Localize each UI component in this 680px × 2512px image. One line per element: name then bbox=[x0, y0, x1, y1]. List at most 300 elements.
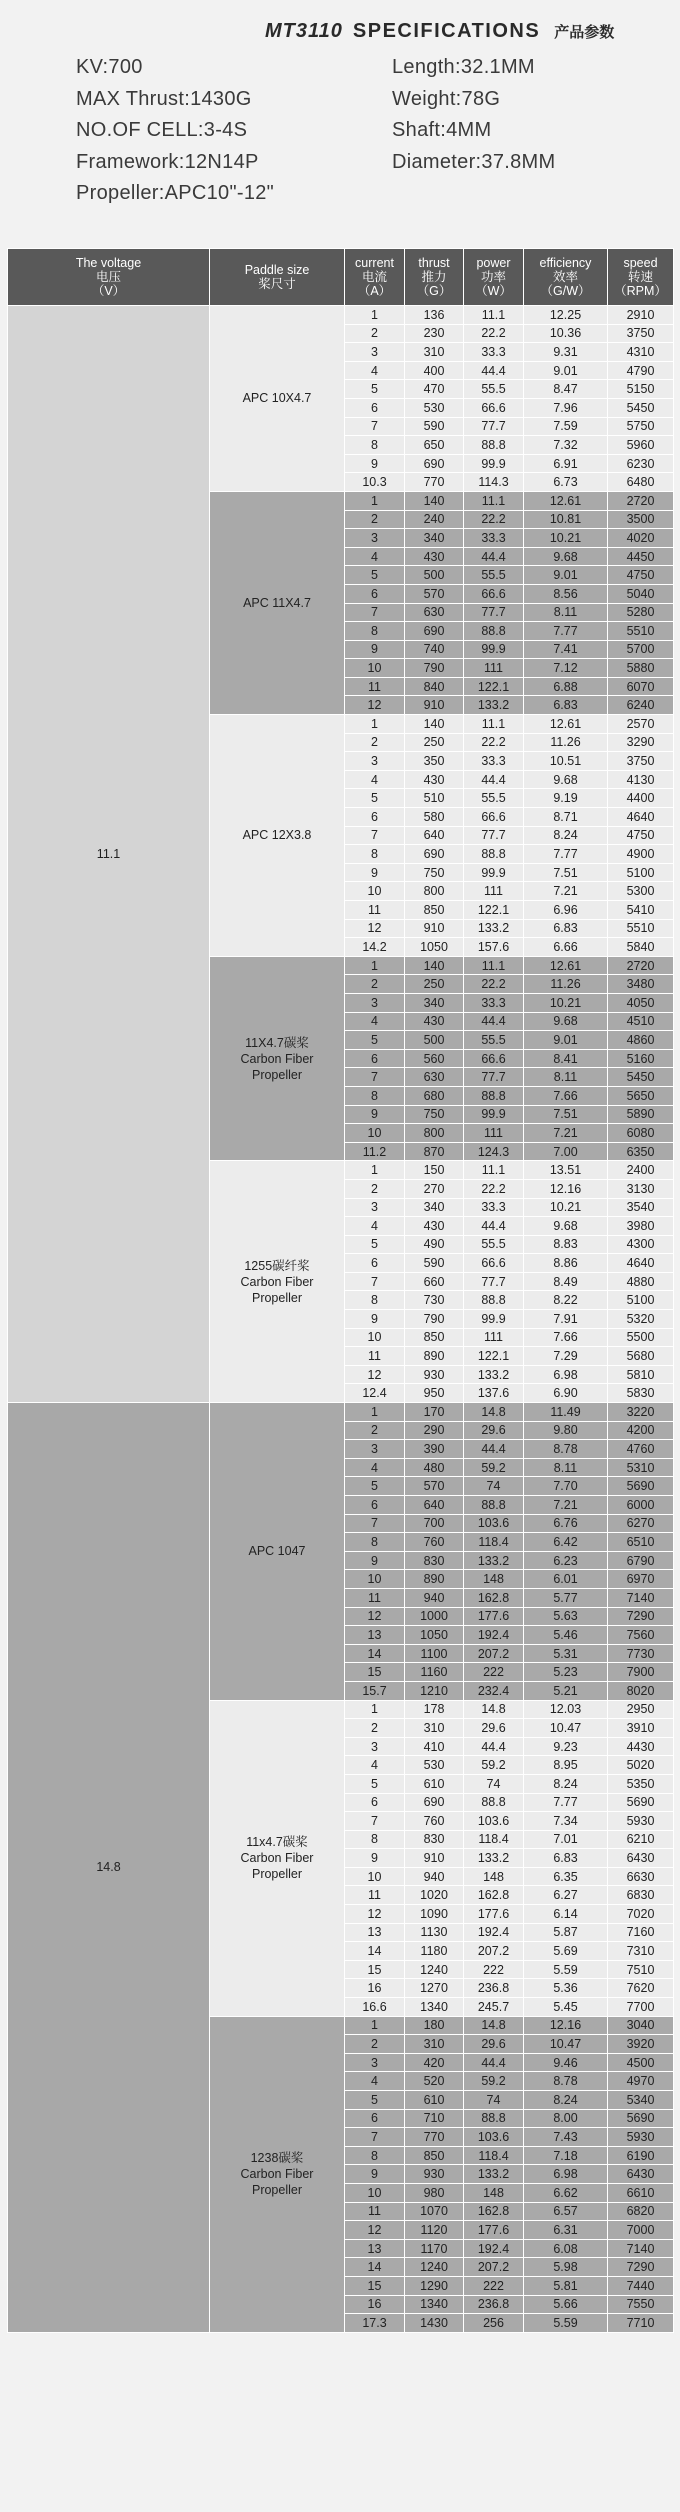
power-cell: 44.4 bbox=[464, 1440, 524, 1459]
current-cell: 4 bbox=[345, 1458, 405, 1477]
efficiency-cell: 8.56 bbox=[524, 584, 608, 603]
current-cell: 5 bbox=[345, 789, 405, 808]
thrust-cell: 640 bbox=[405, 1496, 464, 1515]
current-cell: 5 bbox=[345, 1477, 405, 1496]
spec-label: Diameter: bbox=[392, 150, 482, 173]
current-cell: 6 bbox=[345, 1254, 405, 1273]
thrust-cell: 870 bbox=[405, 1142, 464, 1161]
column-header-cn: 推力 bbox=[421, 270, 447, 284]
column-header bbox=[210, 249, 345, 306]
efficiency-cell: 7.66 bbox=[524, 1328, 608, 1347]
thrust-cell: 750 bbox=[405, 863, 464, 882]
efficiency-cell: 12.03 bbox=[524, 1700, 608, 1719]
speed-cell: 5890 bbox=[608, 1105, 674, 1124]
thrust-cell: 340 bbox=[405, 529, 464, 548]
column-header-unit: （G/W） bbox=[540, 284, 591, 298]
current-cell: 7 bbox=[345, 1514, 405, 1533]
power-cell: 33.3 bbox=[464, 993, 524, 1012]
spec-item bbox=[76, 84, 392, 116]
speed-cell: 4640 bbox=[608, 808, 674, 827]
current-cell: 8 bbox=[345, 436, 405, 455]
power-cell: 111 bbox=[464, 882, 524, 901]
efficiency-cell: 9.23 bbox=[524, 1737, 608, 1756]
efficiency-cell: 6.98 bbox=[524, 2165, 608, 2184]
column-header-en: speed bbox=[623, 256, 658, 270]
current-cell: 7 bbox=[345, 603, 405, 622]
current-cell: 6 bbox=[345, 584, 405, 603]
power-cell: 118.4 bbox=[464, 1533, 524, 1552]
current-cell: 1 bbox=[345, 715, 405, 734]
power-cell: 103.6 bbox=[464, 1514, 524, 1533]
current-cell: 14 bbox=[345, 2258, 405, 2277]
thrust-cell: 700 bbox=[405, 1514, 464, 1533]
speed-cell: 3040 bbox=[608, 2016, 674, 2035]
header-title bbox=[265, 18, 680, 44]
efficiency-cell: 8.24 bbox=[524, 1774, 608, 1793]
power-cell: 77.7 bbox=[464, 826, 524, 845]
thrust-cell: 770 bbox=[405, 2128, 464, 2147]
power-cell: 44.4 bbox=[464, 1012, 524, 1031]
current-cell: 4 bbox=[345, 547, 405, 566]
speed-cell: 5700 bbox=[608, 640, 674, 659]
current-cell: 4 bbox=[345, 1756, 405, 1775]
thrust-cell: 630 bbox=[405, 1068, 464, 1087]
current-cell: 13 bbox=[345, 2239, 405, 2258]
spec-list bbox=[76, 52, 666, 210]
current-cell: 10.3 bbox=[345, 473, 405, 492]
speed-cell: 7140 bbox=[608, 2239, 674, 2258]
power-cell: 11.1 bbox=[464, 715, 524, 734]
efficiency-cell: 6.62 bbox=[524, 2183, 608, 2202]
thrust-cell: 1290 bbox=[405, 2276, 464, 2295]
speed-cell: 6350 bbox=[608, 1142, 674, 1161]
current-cell: 10 bbox=[345, 1328, 405, 1347]
efficiency-cell: 8.00 bbox=[524, 2109, 608, 2128]
efficiency-cell: 5.59 bbox=[524, 2314, 608, 2333]
thrust-cell: 140 bbox=[405, 491, 464, 510]
propeller-cell: APC 11X4.7 bbox=[210, 491, 345, 714]
power-cell: 99.9 bbox=[464, 640, 524, 659]
speed-cell: 2950 bbox=[608, 1700, 674, 1719]
current-cell: 16 bbox=[345, 1979, 405, 1998]
current-cell: 8 bbox=[345, 845, 405, 864]
current-cell: 3 bbox=[345, 343, 405, 362]
column-header bbox=[405, 249, 464, 306]
efficiency-cell: 8.24 bbox=[524, 826, 608, 845]
efficiency-cell: 7.18 bbox=[524, 2146, 608, 2165]
speed-cell: 4860 bbox=[608, 1031, 674, 1050]
current-cell: 2 bbox=[345, 975, 405, 994]
current-cell: 6 bbox=[345, 398, 405, 417]
thrust-cell: 940 bbox=[405, 1867, 464, 1886]
thrust-cell: 610 bbox=[405, 2091, 464, 2110]
speed-cell: 3750 bbox=[608, 324, 674, 343]
efficiency-cell: 7.21 bbox=[524, 882, 608, 901]
speed-cell: 7440 bbox=[608, 2276, 674, 2295]
current-cell: 5 bbox=[345, 566, 405, 585]
power-cell: 44.4 bbox=[464, 1737, 524, 1756]
power-cell: 122.1 bbox=[464, 901, 524, 920]
current-cell: 14.2 bbox=[345, 938, 405, 957]
efficiency-cell: 9.46 bbox=[524, 2053, 608, 2072]
current-cell: 12 bbox=[345, 696, 405, 715]
efficiency-cell: 7.66 bbox=[524, 1086, 608, 1105]
speed-cell: 6070 bbox=[608, 677, 674, 696]
current-cell: 12 bbox=[345, 1365, 405, 1384]
current-cell: 5 bbox=[345, 2091, 405, 2110]
power-cell: 148 bbox=[464, 2183, 524, 2202]
efficiency-cell: 9.80 bbox=[524, 1421, 608, 1440]
power-cell: 99.9 bbox=[464, 1105, 524, 1124]
power-cell: 29.6 bbox=[464, 1719, 524, 1738]
speed-cell: 6510 bbox=[608, 1533, 674, 1552]
current-cell: 12.4 bbox=[345, 1384, 405, 1403]
column-header-unit: （RPM） bbox=[614, 284, 667, 298]
current-cell: 3 bbox=[345, 1440, 405, 1459]
speed-cell: 5880 bbox=[608, 659, 674, 678]
thrust-cell: 570 bbox=[405, 584, 464, 603]
spec-label: Shaft: bbox=[392, 119, 447, 141]
current-cell: 13 bbox=[345, 1626, 405, 1645]
current-cell: 9 bbox=[345, 454, 405, 473]
efficiency-cell: 6.88 bbox=[524, 677, 608, 696]
speed-cell: 3910 bbox=[608, 1719, 674, 1738]
spec-value: 3-4S bbox=[203, 119, 248, 141]
thrust-cell: 950 bbox=[405, 1384, 464, 1403]
speed-cell: 4050 bbox=[608, 993, 674, 1012]
power-cell: 245.7 bbox=[464, 1998, 524, 2017]
speed-cell: 6630 bbox=[608, 1867, 674, 1886]
current-cell: 4 bbox=[345, 2072, 405, 2091]
table-header bbox=[8, 249, 674, 306]
thrust-cell: 1170 bbox=[405, 2239, 464, 2258]
power-cell: 55.5 bbox=[464, 1031, 524, 1050]
column-header bbox=[464, 249, 524, 306]
thrust-cell: 1340 bbox=[405, 2295, 464, 2314]
speed-cell: 5680 bbox=[608, 1347, 674, 1366]
efficiency-cell: 9.01 bbox=[524, 1031, 608, 1050]
thrust-cell: 790 bbox=[405, 659, 464, 678]
efficiency-cell: 5.36 bbox=[524, 1979, 608, 1998]
speed-cell: 5350 bbox=[608, 1774, 674, 1793]
speed-cell: 2720 bbox=[608, 491, 674, 510]
table-body bbox=[8, 306, 674, 2333]
speed-cell: 2720 bbox=[608, 956, 674, 975]
speed-cell: 5040 bbox=[608, 584, 674, 603]
efficiency-cell: 12.16 bbox=[524, 2016, 608, 2035]
thrust-cell: 760 bbox=[405, 1812, 464, 1831]
speed-cell: 7710 bbox=[608, 2314, 674, 2333]
speed-cell: 6820 bbox=[608, 2202, 674, 2221]
current-cell: 9 bbox=[345, 1310, 405, 1329]
thrust-cell: 690 bbox=[405, 454, 464, 473]
spec-label: Propeller: bbox=[76, 182, 165, 204]
power-cell: 122.1 bbox=[464, 1347, 524, 1366]
speed-cell: 4750 bbox=[608, 826, 674, 845]
speed-cell: 5690 bbox=[608, 1477, 674, 1496]
thrust-cell: 640 bbox=[405, 826, 464, 845]
power-cell: 22.2 bbox=[464, 975, 524, 994]
power-cell: 207.2 bbox=[464, 2258, 524, 2277]
current-cell: 17.3 bbox=[345, 2314, 405, 2333]
speed-cell: 5930 bbox=[608, 2128, 674, 2147]
current-cell: 6 bbox=[345, 1049, 405, 1068]
current-cell: 7 bbox=[345, 1812, 405, 1831]
power-cell: 88.8 bbox=[464, 1793, 524, 1812]
thrust-cell: 480 bbox=[405, 1458, 464, 1477]
current-cell: 4 bbox=[345, 361, 405, 380]
power-cell: 236.8 bbox=[464, 1979, 524, 1998]
efficiency-cell: 7.29 bbox=[524, 1347, 608, 1366]
speed-cell: 5020 bbox=[608, 1756, 674, 1775]
speed-cell: 4400 bbox=[608, 789, 674, 808]
current-cell: 10 bbox=[345, 1867, 405, 1886]
efficiency-cell: 5.46 bbox=[524, 1626, 608, 1645]
efficiency-cell: 6.83 bbox=[524, 919, 608, 938]
power-cell: 99.9 bbox=[464, 454, 524, 473]
power-cell: 133.2 bbox=[464, 919, 524, 938]
current-cell: 4 bbox=[345, 1012, 405, 1031]
speed-cell: 4450 bbox=[608, 547, 674, 566]
current-cell: 12 bbox=[345, 1905, 405, 1924]
spec-value: 700 bbox=[108, 56, 143, 78]
speed-cell: 4510 bbox=[608, 1012, 674, 1031]
efficiency-cell: 5.77 bbox=[524, 1588, 608, 1607]
current-cell: 9 bbox=[345, 1849, 405, 1868]
current-cell: 7 bbox=[345, 417, 405, 436]
power-cell: 55.5 bbox=[464, 789, 524, 808]
speed-cell: 5960 bbox=[608, 436, 674, 455]
thrust-cell: 1240 bbox=[405, 2258, 464, 2277]
spec-label: Framework: bbox=[76, 150, 185, 173]
thrust-cell: 140 bbox=[405, 956, 464, 975]
power-cell: 22.2 bbox=[464, 1179, 524, 1198]
efficiency-cell: 12.61 bbox=[524, 491, 608, 510]
speed-cell: 6430 bbox=[608, 2165, 674, 2184]
efficiency-cell: 10.51 bbox=[524, 752, 608, 771]
efficiency-cell: 8.86 bbox=[524, 1254, 608, 1273]
speed-cell: 4200 bbox=[608, 1421, 674, 1440]
efficiency-cell: 6.23 bbox=[524, 1551, 608, 1570]
efficiency-cell: 6.57 bbox=[524, 2202, 608, 2221]
efficiency-cell: 11.26 bbox=[524, 733, 608, 752]
current-cell: 11 bbox=[345, 1347, 405, 1366]
speed-cell: 5300 bbox=[608, 882, 674, 901]
efficiency-cell: 8.95 bbox=[524, 1756, 608, 1775]
efficiency-cell: 7.21 bbox=[524, 1124, 608, 1143]
efficiency-cell: 12.16 bbox=[524, 1179, 608, 1198]
efficiency-cell: 6.76 bbox=[524, 1514, 608, 1533]
thrust-cell: 850 bbox=[405, 1328, 464, 1347]
current-cell: 1 bbox=[345, 306, 405, 325]
speed-cell: 5830 bbox=[608, 1384, 674, 1403]
speed-cell: 6240 bbox=[608, 696, 674, 715]
efficiency-cell: 5.81 bbox=[524, 2276, 608, 2295]
current-cell: 12 bbox=[345, 1607, 405, 1626]
model-name: MT3110 bbox=[265, 19, 343, 42]
spec-value: 32.1MM bbox=[460, 56, 535, 78]
power-cell: 55.5 bbox=[464, 566, 524, 585]
speed-cell: 7700 bbox=[608, 1998, 674, 2017]
speed-cell: 5340 bbox=[608, 2091, 674, 2110]
efficiency-cell: 5.45 bbox=[524, 1998, 608, 2017]
speed-cell: 3130 bbox=[608, 1179, 674, 1198]
thrust-cell: 530 bbox=[405, 398, 464, 417]
efficiency-cell: 7.41 bbox=[524, 640, 608, 659]
current-cell: 14 bbox=[345, 1644, 405, 1663]
speed-cell: 3540 bbox=[608, 1198, 674, 1217]
power-cell: 77.7 bbox=[464, 417, 524, 436]
current-cell: 11 bbox=[345, 677, 405, 696]
spec-value: 78G bbox=[461, 87, 501, 110]
current-cell: 3 bbox=[345, 1198, 405, 1217]
current-cell: 11 bbox=[345, 1886, 405, 1905]
thrust-cell: 570 bbox=[405, 1477, 464, 1496]
efficiency-cell: 12.25 bbox=[524, 306, 608, 325]
thrust-cell: 690 bbox=[405, 1793, 464, 1812]
power-cell: 256 bbox=[464, 2314, 524, 2333]
current-cell: 10 bbox=[345, 1570, 405, 1589]
power-cell: 59.2 bbox=[464, 1458, 524, 1477]
speed-cell: 5160 bbox=[608, 1049, 674, 1068]
power-cell: 99.9 bbox=[464, 1310, 524, 1329]
speed-cell: 8020 bbox=[608, 1681, 674, 1700]
efficiency-cell: 7.51 bbox=[524, 863, 608, 882]
efficiency-cell: 7.21 bbox=[524, 1496, 608, 1515]
speed-cell: 7290 bbox=[608, 2258, 674, 2277]
power-cell: 88.8 bbox=[464, 436, 524, 455]
thrust-cell: 390 bbox=[405, 1440, 464, 1459]
power-cell: 124.3 bbox=[464, 1142, 524, 1161]
table-row bbox=[8, 1403, 674, 1422]
efficiency-cell: 10.47 bbox=[524, 1719, 608, 1738]
thrust-cell: 750 bbox=[405, 1105, 464, 1124]
power-cell: 44.4 bbox=[464, 547, 524, 566]
thrust-cell: 230 bbox=[405, 324, 464, 343]
speed-cell: 6210 bbox=[608, 1830, 674, 1849]
speed-cell: 5690 bbox=[608, 2109, 674, 2128]
speed-cell: 5810 bbox=[608, 1365, 674, 1384]
thrust-cell: 430 bbox=[405, 770, 464, 789]
thrust-cell: 1340 bbox=[405, 1998, 464, 2017]
thrust-cell: 590 bbox=[405, 1254, 464, 1273]
efficiency-cell: 7.12 bbox=[524, 659, 608, 678]
efficiency-cell: 6.01 bbox=[524, 1570, 608, 1589]
thrust-cell: 290 bbox=[405, 1421, 464, 1440]
efficiency-cell: 8.24 bbox=[524, 2091, 608, 2110]
thrust-cell: 520 bbox=[405, 2072, 464, 2091]
column-header-cn: 功率 bbox=[480, 270, 506, 284]
power-cell: 111 bbox=[464, 1124, 524, 1143]
thrust-cell: 310 bbox=[405, 343, 464, 362]
current-cell: 6 bbox=[345, 2109, 405, 2128]
thrust-cell: 500 bbox=[405, 566, 464, 585]
column-header-en: thrust bbox=[418, 256, 450, 270]
current-cell: 11.2 bbox=[345, 1142, 405, 1161]
current-cell: 1 bbox=[345, 2016, 405, 2035]
efficiency-cell: 6.98 bbox=[524, 1365, 608, 1384]
thrust-cell: 1000 bbox=[405, 1607, 464, 1626]
efficiency-cell: 7.34 bbox=[524, 1812, 608, 1831]
efficiency-cell: 7.43 bbox=[524, 2128, 608, 2147]
speed-cell: 5840 bbox=[608, 938, 674, 957]
power-cell: 14.8 bbox=[464, 1700, 524, 1719]
speed-cell: 7140 bbox=[608, 1588, 674, 1607]
speed-cell: 4310 bbox=[608, 343, 674, 362]
power-cell: 33.3 bbox=[464, 529, 524, 548]
current-cell: 15 bbox=[345, 1663, 405, 1682]
speed-cell: 7160 bbox=[608, 1923, 674, 1942]
thrust-cell: 420 bbox=[405, 2053, 464, 2072]
thrust-cell: 590 bbox=[405, 417, 464, 436]
speed-cell: 3220 bbox=[608, 1403, 674, 1422]
efficiency-cell: 8.41 bbox=[524, 1049, 608, 1068]
efficiency-cell: 8.11 bbox=[524, 1068, 608, 1087]
speed-cell: 4430 bbox=[608, 1737, 674, 1756]
thrust-cell: 840 bbox=[405, 677, 464, 696]
efficiency-cell: 10.81 bbox=[524, 510, 608, 529]
efficiency-cell: 6.83 bbox=[524, 696, 608, 715]
current-cell: 3 bbox=[345, 993, 405, 1012]
efficiency-cell: 5.63 bbox=[524, 1607, 608, 1626]
thrust-cell: 980 bbox=[405, 2183, 464, 2202]
thrust-cell: 940 bbox=[405, 1588, 464, 1607]
spec-item bbox=[76, 178, 392, 210]
efficiency-cell: 13.51 bbox=[524, 1161, 608, 1180]
speed-cell: 7560 bbox=[608, 1626, 674, 1645]
power-cell: 33.3 bbox=[464, 343, 524, 362]
power-cell: 118.4 bbox=[464, 1830, 524, 1849]
thrust-cell: 1180 bbox=[405, 1942, 464, 1961]
speed-cell: 4300 bbox=[608, 1235, 674, 1254]
speed-cell: 3500 bbox=[608, 510, 674, 529]
column-header-en: Paddle size bbox=[244, 263, 310, 277]
current-cell: 3 bbox=[345, 2053, 405, 2072]
efficiency-cell: 6.96 bbox=[524, 901, 608, 920]
efficiency-cell: 8.78 bbox=[524, 1440, 608, 1459]
current-cell: 1 bbox=[345, 956, 405, 975]
power-cell: 162.8 bbox=[464, 1588, 524, 1607]
current-cell: 10 bbox=[345, 659, 405, 678]
thrust-cell: 240 bbox=[405, 510, 464, 529]
column-header-unit: （A） bbox=[357, 284, 392, 298]
power-cell: 77.7 bbox=[464, 1068, 524, 1087]
power-cell: 59.2 bbox=[464, 2072, 524, 2091]
spec-value: 12N14P bbox=[184, 150, 259, 173]
power-cell: 122.1 bbox=[464, 677, 524, 696]
speed-cell: 4020 bbox=[608, 529, 674, 548]
efficiency-cell: 6.42 bbox=[524, 1533, 608, 1552]
speed-cell: 5410 bbox=[608, 901, 674, 920]
power-cell: 177.6 bbox=[464, 1905, 524, 1924]
speed-cell: 3920 bbox=[608, 2035, 674, 2054]
efficiency-cell: 7.77 bbox=[524, 1793, 608, 1812]
power-cell: 207.2 bbox=[464, 1644, 524, 1663]
speed-cell: 4130 bbox=[608, 770, 674, 789]
efficiency-cell: 7.00 bbox=[524, 1142, 608, 1161]
current-cell: 9 bbox=[345, 2165, 405, 2184]
column-header-cn: 桨尺寸 bbox=[258, 277, 296, 291]
speed-cell: 4640 bbox=[608, 1254, 674, 1273]
efficiency-cell: 8.78 bbox=[524, 2072, 608, 2091]
efficiency-cell: 8.71 bbox=[524, 808, 608, 827]
column-header bbox=[608, 249, 674, 306]
column-header-unit: （G） bbox=[416, 284, 452, 298]
speed-cell: 6790 bbox=[608, 1551, 674, 1570]
thrust-cell: 490 bbox=[405, 1235, 464, 1254]
speed-cell: 4500 bbox=[608, 2053, 674, 2072]
current-cell: 15.7 bbox=[345, 1681, 405, 1700]
